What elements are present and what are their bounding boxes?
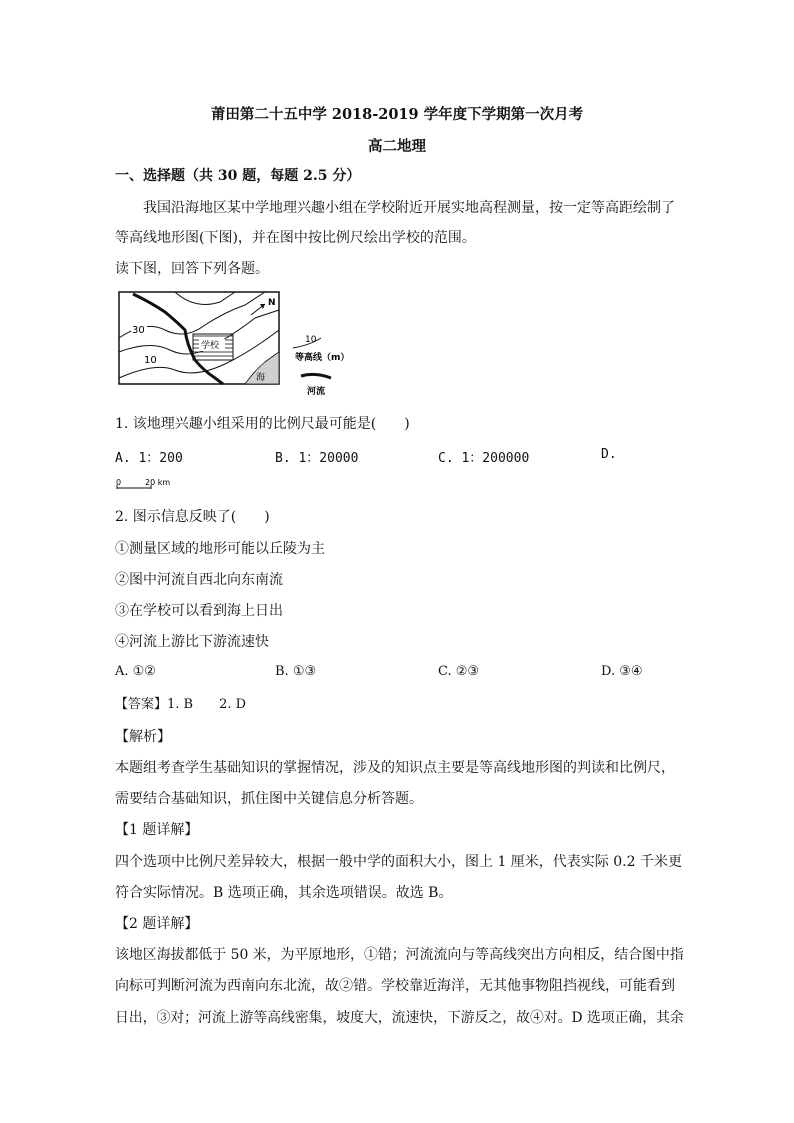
legend-river-label: 河流 bbox=[307, 387, 326, 397]
q1-detail-heading: 【1 题详解】 bbox=[115, 822, 199, 838]
q2-statement: ③在学校可以看到海上日出 bbox=[115, 603, 283, 619]
page-title: 莆田第二十五中学 2018-2019 学年度下学期第一次月考 bbox=[210, 106, 584, 123]
analysis-heading: 【解析】 bbox=[115, 729, 171, 745]
q1-option-d: D. bbox=[601, 447, 617, 462]
intro-text: 等高线地形图(下图)，并在图中按比例尺绘出学校的范围。 bbox=[115, 230, 476, 246]
q1-detail-text: 符合实际情况。B 选项正确，其余选项错误。故选 B。 bbox=[115, 885, 453, 901]
scale-zero: 0 bbox=[116, 478, 122, 487]
north-arrow-icon bbox=[251, 304, 265, 315]
q2-statement: ④河流上游比下游流速快 bbox=[115, 634, 269, 650]
answer-line: 【答案】1. B 2. D bbox=[115, 697, 247, 712]
q1-detail-text: 四个选项中比例尺差异较大，根据一般中学的面积大小，图上 1 厘米，代表实际 0.2 千米更 bbox=[115, 854, 682, 870]
analysis-text: 本题组考查学生基础知识的掌握情况，涉及的知识点主要是等高线地形图的判读和比例尺， bbox=[115, 760, 675, 776]
page-subtitle: 高二地理 bbox=[368, 138, 426, 155]
scale-bar bbox=[115, 477, 185, 491]
q1-option-a: A. 1：200 bbox=[115, 451, 183, 466]
q2-statement: ②图中河流自西北向东南流 bbox=[115, 572, 283, 588]
q2-detail-text: 日出，③对；河流上游等高线密集，坡度大，流速快，下游反之，故④对。D 选项正确，其余 bbox=[115, 1010, 684, 1026]
analysis-text: 需要结合基础知识，抓住图中关键信息分析答题。 bbox=[115, 791, 423, 807]
intro-text: 我国沿海地区某中学地理兴趣小组在学校附近开展实地高程测量，按一定等高距绘制了 bbox=[143, 200, 675, 216]
q2-detail-text: 该地区海拔都低于 50 米，为平原地形，①错；河流流向与等高线突出方向相反，结合图中指 bbox=[115, 947, 684, 963]
legend-river-sample bbox=[301, 374, 331, 378]
q1-option-c: C. 1：200000 bbox=[438, 451, 530, 466]
q2-option-d: D. ③④ bbox=[601, 664, 643, 679]
contour-label-30: 30 bbox=[132, 325, 145, 336]
contour-map bbox=[115, 290, 375, 400]
q2-detail-heading: 【2 题详解】 bbox=[115, 916, 199, 932]
q2-option-b: B. ①③ bbox=[275, 664, 317, 679]
contour-label-10: 10 bbox=[144, 355, 157, 366]
legend-contour-label: 等高线（m） bbox=[295, 353, 350, 363]
legend-contour-value: 10 bbox=[305, 335, 317, 345]
question-1-stem: 1. 该地理兴趣小组采用的比例尺最可能是( ) bbox=[115, 416, 410, 432]
north-label: N bbox=[268, 298, 276, 308]
section-heading: 一、选择题（共 30 题，每题 2.5 分） bbox=[115, 168, 361, 184]
intro-text: 读下图，回答下列各题。 bbox=[115, 261, 269, 277]
contour-line bbox=[175, 292, 235, 304]
q2-option-a: A. ①② bbox=[115, 664, 156, 679]
q2-option-c: C. ②③ bbox=[438, 664, 480, 679]
school-label: 学校 bbox=[201, 341, 220, 351]
q2-detail-text: 向标可判断河流为西南向东北流，故②错。学校靠近海洋，无其他事物阻挡视线，可能看到 bbox=[115, 978, 675, 994]
question-2-stem: 2. 图示信息反映了( ) bbox=[115, 509, 270, 525]
scale-20km: 20 km bbox=[145, 478, 171, 487]
q2-statement: ①测量区域的地形可能以丘陵为主 bbox=[115, 541, 325, 557]
q1-option-b: B. 1：20000 bbox=[275, 451, 359, 466]
sea-label: 海 bbox=[256, 373, 266, 383]
